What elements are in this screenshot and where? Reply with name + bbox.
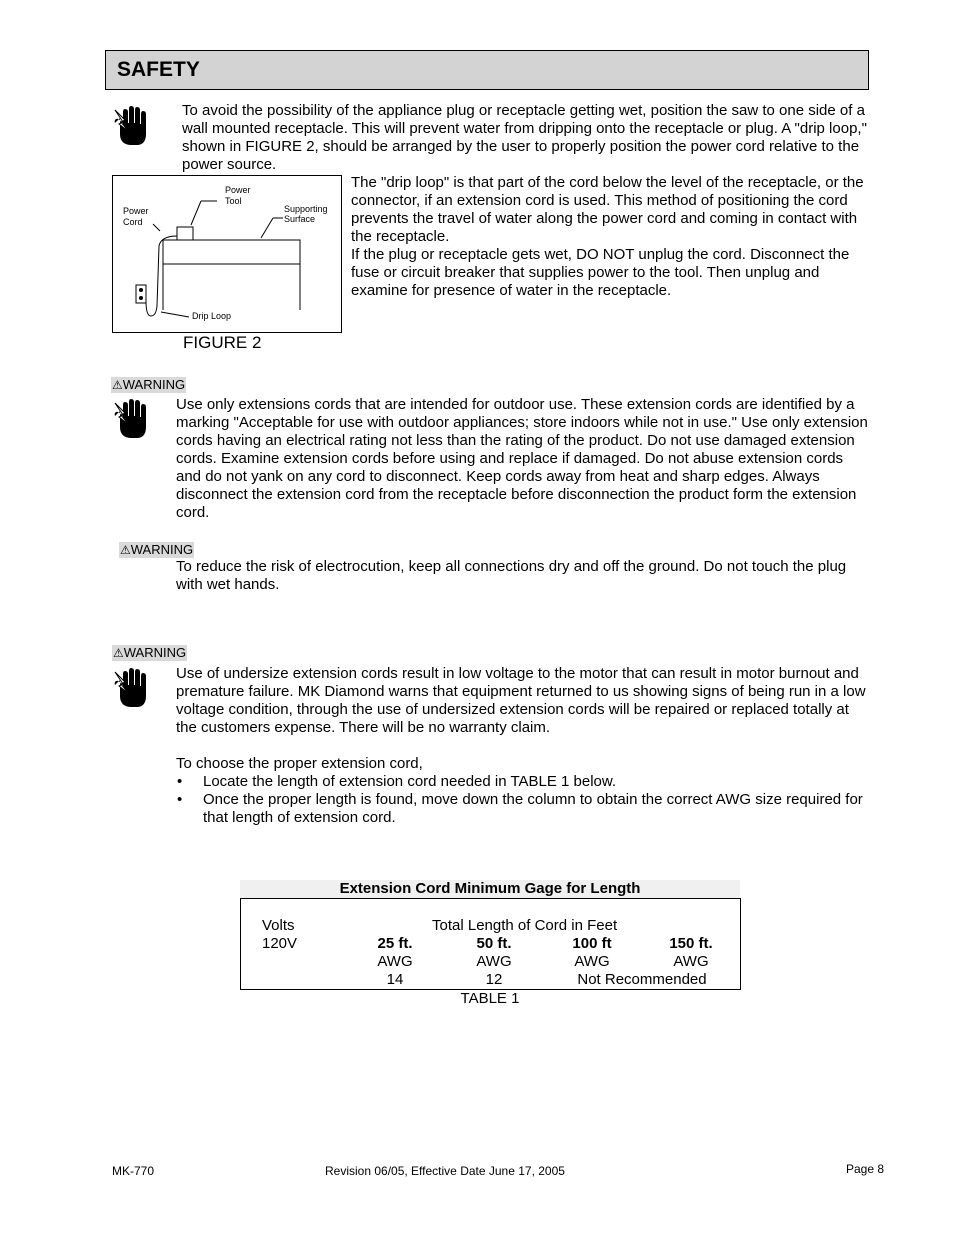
- list-item: • Once the proper length is found, move down the column to obtain the correct AWG size required for that length of extension cord.: [175, 791, 875, 827]
- list-item: • Locate the length of extension cord needed in TABLE 1 below.: [175, 773, 875, 791]
- unit-150: AWG: [673, 953, 709, 970]
- length-100: 100 ft: [572, 935, 612, 952]
- warning-2-text: To reduce the risk of electrocution, keep all connections dry and off the ground. Do not touch the plug with wet hands.: [176, 558, 847, 593]
- shock-hazard-icon: [112, 397, 150, 441]
- label-power-tool-2: Tool: [225, 196, 242, 206]
- label-power-cord-1: Power: [123, 206, 149, 216]
- shock-hazard-icon: [112, 104, 150, 148]
- wet-plug-paragraph: If the plug or receptacle gets wet, DO NOT unplug the cord. Disconnect the fuse or circuit breaker that supplies power to the tool. Then unplug and examine for presence of water in the receptacle.: [351, 246, 850, 299]
- label-supporting-1: Supporting: [284, 204, 328, 214]
- label-power-cord-2: Cord: [123, 217, 143, 227]
- warning-label-1: ⚠WARNING: [112, 377, 186, 392]
- intro-paragraph: To avoid the possibility of the appliance plug or receptacle getting wet, position the saw to one side of a wall mounted receptacle. This will prevent water from dripping onto the receptacle or plug. A "drip loop," shown in FIGURE 2, should be arranged by the user to properly position the power cord relative to the power source.: [182, 102, 867, 173]
- warning-triangle-icon: ⚠: [112, 378, 123, 392]
- drip-loop-paragraph: The "drip loop" is that part of the cord below the level of the receptacle, or the connector, if an extension cord is used. This method of positioning the cord prevents the travel of water along the power cord and coming in contact with the receptacle.: [351, 174, 864, 245]
- shock-hazard-icon: [112, 666, 150, 710]
- warning-1-text: Use only extensions cords that are intended for outdoor use. These extension cords are identified by a marking "Acceptable for use with outdoor appliances; store indoors while not in use." Use only extension cords having an electrical rating not less than the rating of the product. Do not use damaged extension cords. Examine extension cords before using and replace if damaged. Do not abuse extension cords and do not yank on any cord to disconnect. Keep cords away from heat and sharp edges. Always disconnect the extension cord from the receptacle before disconnection the product form the extension cord.: [176, 396, 868, 521]
- unit-100: AWG: [574, 953, 610, 970]
- label-power-tool-1: Power: [225, 185, 251, 195]
- warning-label-3: ⚠WARNING: [113, 645, 187, 660]
- label-drip-loop: Drip Loop: [192, 311, 232, 321]
- gauge-50: 12: [485, 971, 503, 988]
- footer-model: MK-770: [112, 1164, 155, 1178]
- unit-25: AWG: [377, 953, 413, 970]
- gauge-not-recommended: Not Recommended: [577, 971, 707, 988]
- table-title: Extension Cord Minimum Gage for Length: [240, 880, 740, 898]
- unit-50: AWG: [476, 953, 512, 970]
- warning-triangle-icon: ⚠: [113, 646, 124, 660]
- choose-cord-intro: To choose the proper extension cord,: [176, 755, 423, 772]
- table-caption: TABLE 1: [460, 990, 520, 1007]
- label-supporting-2: Surface: [284, 214, 316, 224]
- figure-caption: FIGURE 2: [183, 333, 262, 352]
- length-header: Total Length of Cord in Feet: [432, 917, 618, 934]
- warning-3-text: Use of undersize extension cords result in low voltage to the motor that can result in motor burnout and premature failure. MK Diamond warns that equipment returned to us showing signs of being run in a low voltage condition, through the use of undersized extension cords will be repaired or replaced totally at the customers expense. There will be no warranty claim.: [176, 665, 866, 736]
- voltage-value: 120V: [262, 935, 298, 952]
- warning-triangle-icon: ⚠: [120, 543, 131, 557]
- length-25: 25 ft.: [377, 935, 413, 952]
- volts-header: Volts: [262, 917, 295, 934]
- footer-page-number: Page 8: [846, 1162, 885, 1176]
- warning-label-2: ⚠WARNING: [120, 542, 194, 557]
- section-title: SAFETY: [117, 58, 200, 81]
- length-50: 50 ft.: [476, 935, 512, 952]
- gauge-25: 14: [386, 971, 404, 988]
- length-150: 150 ft.: [669, 935, 713, 952]
- choose-cord-list: [175, 773, 875, 827]
- drip-loop-figure: [112, 175, 342, 333]
- footer-revision: Revision 06/05, Effective Date June 17, 2005: [325, 1164, 565, 1178]
- section-header: [105, 50, 869, 90]
